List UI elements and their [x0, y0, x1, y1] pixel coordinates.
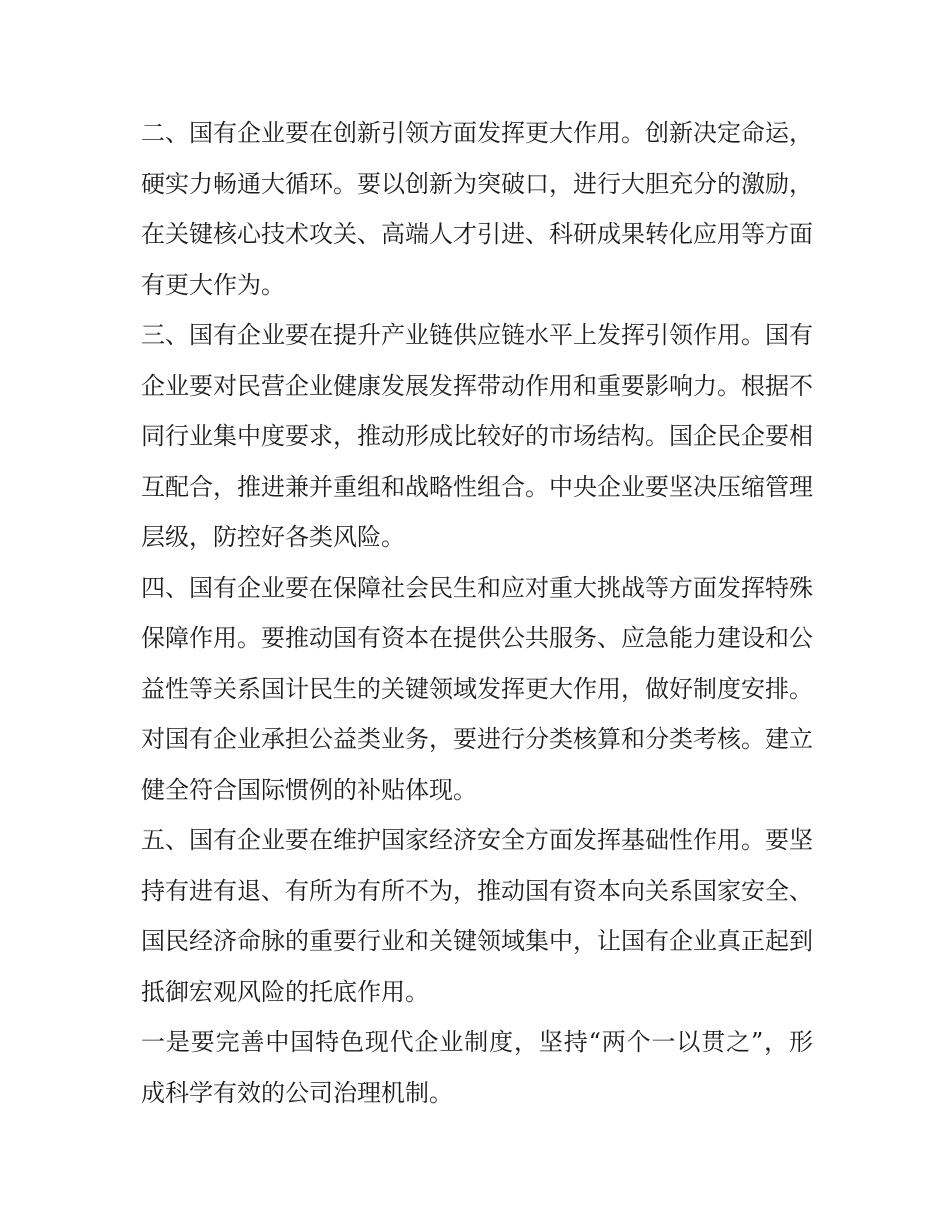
paragraph-enterprise-system: 一是要完善中国特色现代企业制度，坚持“两个一以贯之”，形成科学有效的公司治理机制。 [141, 1028, 813, 1107]
paragraph-innovation: 二、国有企业要在创新引领方面发挥更大作用。创新决定命运，硬实力畅通大循环。要以创新为突破口，进行大胆充分的激励，在关键核心技术攻关、高端人才引进、科研成果转化应用等方面有更大作为。 [141, 119, 813, 299]
paragraph-economic-security: 五、国有企业要在维护国家经济安全方面发挥基础性作用。要坚持有进有退、有所为有所不为，推动国有资本向关系国家安全、国民经济命脉的重要行业和关键领域集中，让国有企业真正起到抵御宏观风险的托底作用。 [141, 826, 813, 1006]
paragraph-social-livelihood: 四、国有企业要在保障社会民生和应对重大挑战等方面发挥特殊保障作用。要推动国有资本在提供公共服务、应急能力建设和公益性等关系国计民生的关键领域发挥更大作用，做好制度安排。对国有企业承担公益类业务，要进行分类核算和分类考核。建立健全符合国际惯例的补贴体现。 [141, 573, 813, 804]
paragraph-industry-chain: 三、国有企业要在提升产业链供应链水平上发挥引领作用。国有企业要对民营企业健康发展发挥带动作用和重要影响力。根据不同行业集中度要求，推动形成比较好的市场结构。国企民企要相互配合，推进兼并重组和战略性组合。中央企业要坚决压缩管理层级，防控好各类风险。 [141, 321, 813, 551]
document-body [141, 108, 813, 1118]
